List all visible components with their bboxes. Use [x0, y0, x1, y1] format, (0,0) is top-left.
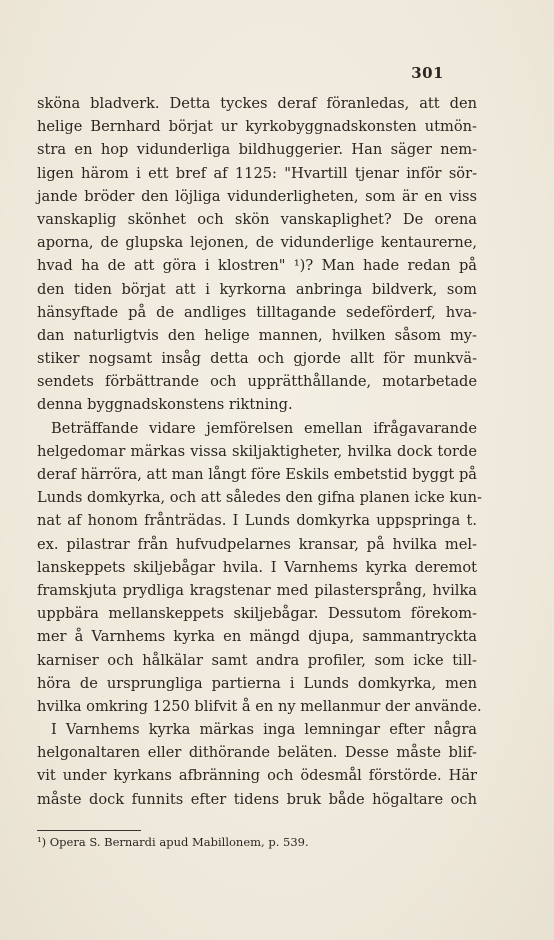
text-line: helgonaltaren eller dithörande beläten. Desse måste blif-	[37, 744, 477, 762]
text-line: I Varnhems kyrka märkas inga lemningar efter några	[51, 721, 477, 739]
text-line: uppbära mellanskeppets skiljebågar. Dessutom förekom-	[37, 605, 477, 623]
text-line: ligen härom i ett bref af 1125: "Hvartill tjenar inför sör-	[37, 164, 477, 182]
footnote-rule	[37, 830, 141, 831]
text-line: framskjuta prydliga kragstenar med pilastersprång, hvilka	[37, 581, 477, 599]
text-line: stra en hop vidunderliga bildhuggerier. Han säger nem-	[37, 141, 477, 159]
text-line: deraf härröra, att man långt före Eskils embetstid byggt på	[37, 466, 477, 483]
text-line: hvad ha de att göra i klostren" ¹)? Man hade redan på	[37, 257, 477, 275]
text-line: sköna bladverk. Detta tyckes deraf föranledas, att den	[37, 95, 477, 112]
text-line: lanskeppets skiljebågar hvila. I Varnhems kyrka deremot	[37, 558, 477, 576]
text-line: Beträffande vidare jemförelsen emellan ifrågavarande	[51, 419, 477, 437]
text-line: denna byggnadskonstens riktning.	[37, 396, 293, 414]
page-number: 301	[411, 64, 444, 82]
text-line: Lunds domkyrka, och att således den gifna planen icke kun-	[37, 489, 482, 507]
body-text	[37, 92, 482, 811]
text-line: stiker nogsamt insåg detta och gjorde allt för munkvä-	[37, 350, 477, 368]
text-line: den tiden börjat att i kyrkorna anbringa bildverk, som	[37, 280, 477, 298]
text-line: helgedomar märkas vissa skiljaktigheter, hvilka dock torde	[37, 442, 477, 460]
text-line: karniser och hålkälar samt andra profiler, som icke till-	[37, 651, 477, 669]
text-line: sendets förbättrande och upprätthållande, motarbetade	[37, 373, 477, 391]
text-line: vanskaplig skönhet och skön vanskaplighet? De orena	[37, 210, 477, 228]
text-line: vit under kyrkans afbränning och ödesmål förstörde. Här	[37, 767, 477, 785]
text-line: helige Bernhard börjat ur kyrkobyggnadskonsten utmön-	[37, 118, 477, 136]
text-line: hvilka omkring 1250 blifvit å en ny mellanmur der använde.	[37, 697, 482, 715]
text-line: nat af honom frånträdas. I Lunds domkyrka uppspringa t.	[37, 512, 477, 530]
text-line: aporna, de glupska lejonen, de vidunderlige kentaurerne,	[37, 234, 477, 252]
text-line: höra de ursprungliga partierna i Lunds domkyrka, men	[37, 674, 477, 692]
text-line: dan naturligtvis den helige mannen, hvilken såsom my-	[37, 326, 477, 344]
text-line: jande bröder den löjliga vidunderligheten, som är en viss	[37, 187, 477, 205]
text-line: måste dock funnits efter tidens bruk både högaltare och	[37, 790, 477, 808]
text-line: hänsyftade på de andliges tilltagande sedeförderf, hva-	[37, 303, 477, 321]
footnote: ¹) Opera S. Bernardi apud Mabillonem, p. 539.	[37, 835, 309, 849]
text-line: mer å Varnhems kyrka en mängd djupa, sammantryckta	[37, 628, 477, 646]
text-line: ex. pilastrar från hufvudpelarnes kransar, på hvilka mel-	[37, 535, 477, 553]
